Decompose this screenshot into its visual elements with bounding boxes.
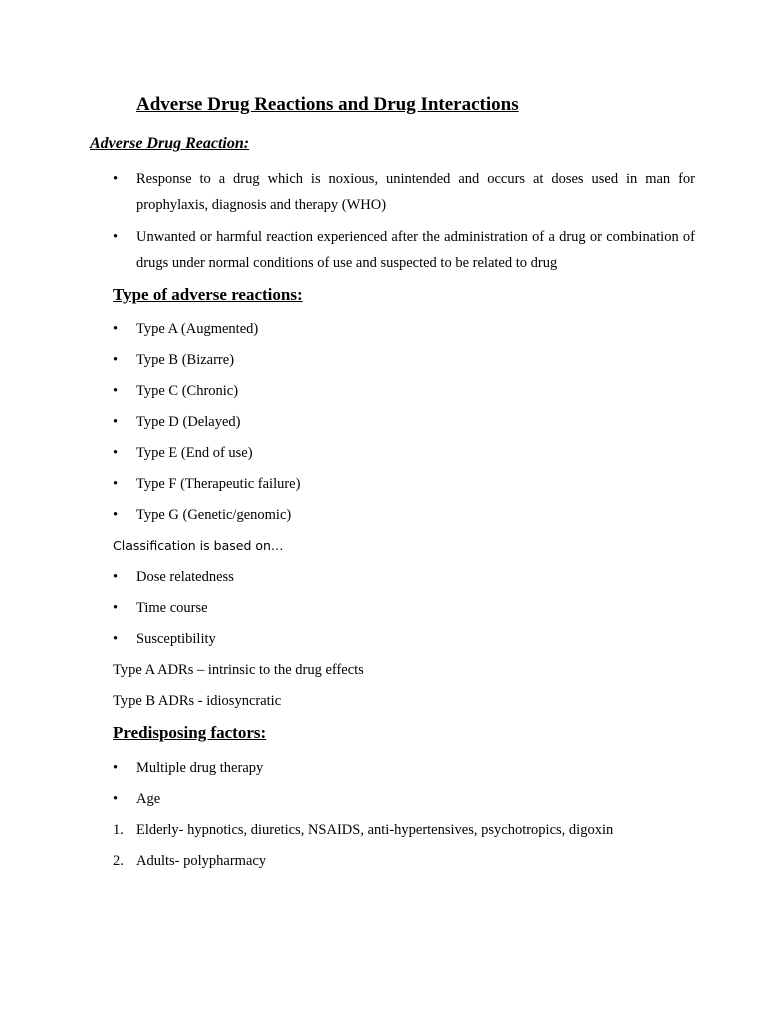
- classification-item-label: Time course: [136, 600, 208, 616]
- list-number: 1.: [113, 822, 124, 838]
- adr-bullet-1: Response to a drug which is noxious, unintended and occurs at doses used in man for prophylaxis, diagnosis and therapy (WHO): [136, 171, 695, 213]
- classification-note: Classification is based on…: [113, 538, 284, 553]
- bullet-marker: •: [113, 600, 119, 616]
- type-item-label: Type C (Chronic): [136, 383, 239, 399]
- document-title: Adverse Drug Reactions and Drug Interactions: [136, 94, 519, 115]
- adr-bullet-2: Unwanted or harmful reaction experienced after the administration of a drug or combination of drugs under normal conditions of use and suspected to be related to drug: [136, 229, 695, 271]
- classification-item-label: Dose relatedness: [136, 569, 234, 585]
- type-item-label: Type D (Delayed): [136, 414, 241, 430]
- bullet-marker: •: [113, 760, 119, 776]
- bullet-marker: •: [113, 791, 119, 807]
- list-number: 2.: [113, 853, 124, 869]
- bullet-marker: •: [113, 352, 119, 368]
- type-b-line: Type B ADRs - idiosyncratic: [113, 693, 282, 709]
- type-item-label: Type A (Augmented): [136, 321, 259, 337]
- numbered-item-text: Adults- polypharmacy: [136, 853, 267, 869]
- bullet-marker: •: [113, 569, 119, 585]
- type-a-line: Type A ADRs – intrinsic to the drug effects: [113, 662, 364, 678]
- bullet-marker: •: [113, 229, 119, 245]
- bullet-marker: •: [113, 445, 119, 461]
- bullet-marker: •: [113, 507, 119, 523]
- bullet-marker: •: [113, 631, 119, 647]
- type-item-label: Type B (Bizarre): [136, 352, 235, 368]
- bullet-marker: •: [113, 476, 119, 492]
- predisposing-item-label: Multiple drug therapy: [136, 760, 264, 776]
- adr-heading: Adverse Drug Reaction:: [90, 135, 250, 152]
- bullet-marker: •: [113, 171, 119, 187]
- type-item-label: Type G (Genetic/genomic): [136, 507, 292, 523]
- bullet-marker: •: [113, 414, 119, 430]
- type-item-label: Type E (End of use): [136, 445, 253, 461]
- types-heading: Type of adverse reactions:: [113, 285, 303, 304]
- bullet-marker: •: [113, 321, 119, 337]
- classification-item-label: Susceptibility: [136, 631, 216, 647]
- numbered-item-text: Elderly- hypnotics, diuretics, NSAIDS, anti-hypertensives, psychotropics, digoxin: [136, 822, 614, 838]
- bullet-marker: •: [113, 383, 119, 399]
- type-item-label: Type F (Therapeutic failure): [136, 476, 301, 492]
- predisposing-item-label: Age: [136, 791, 161, 807]
- predisposing-heading: Predisposing factors:: [113, 723, 267, 742]
